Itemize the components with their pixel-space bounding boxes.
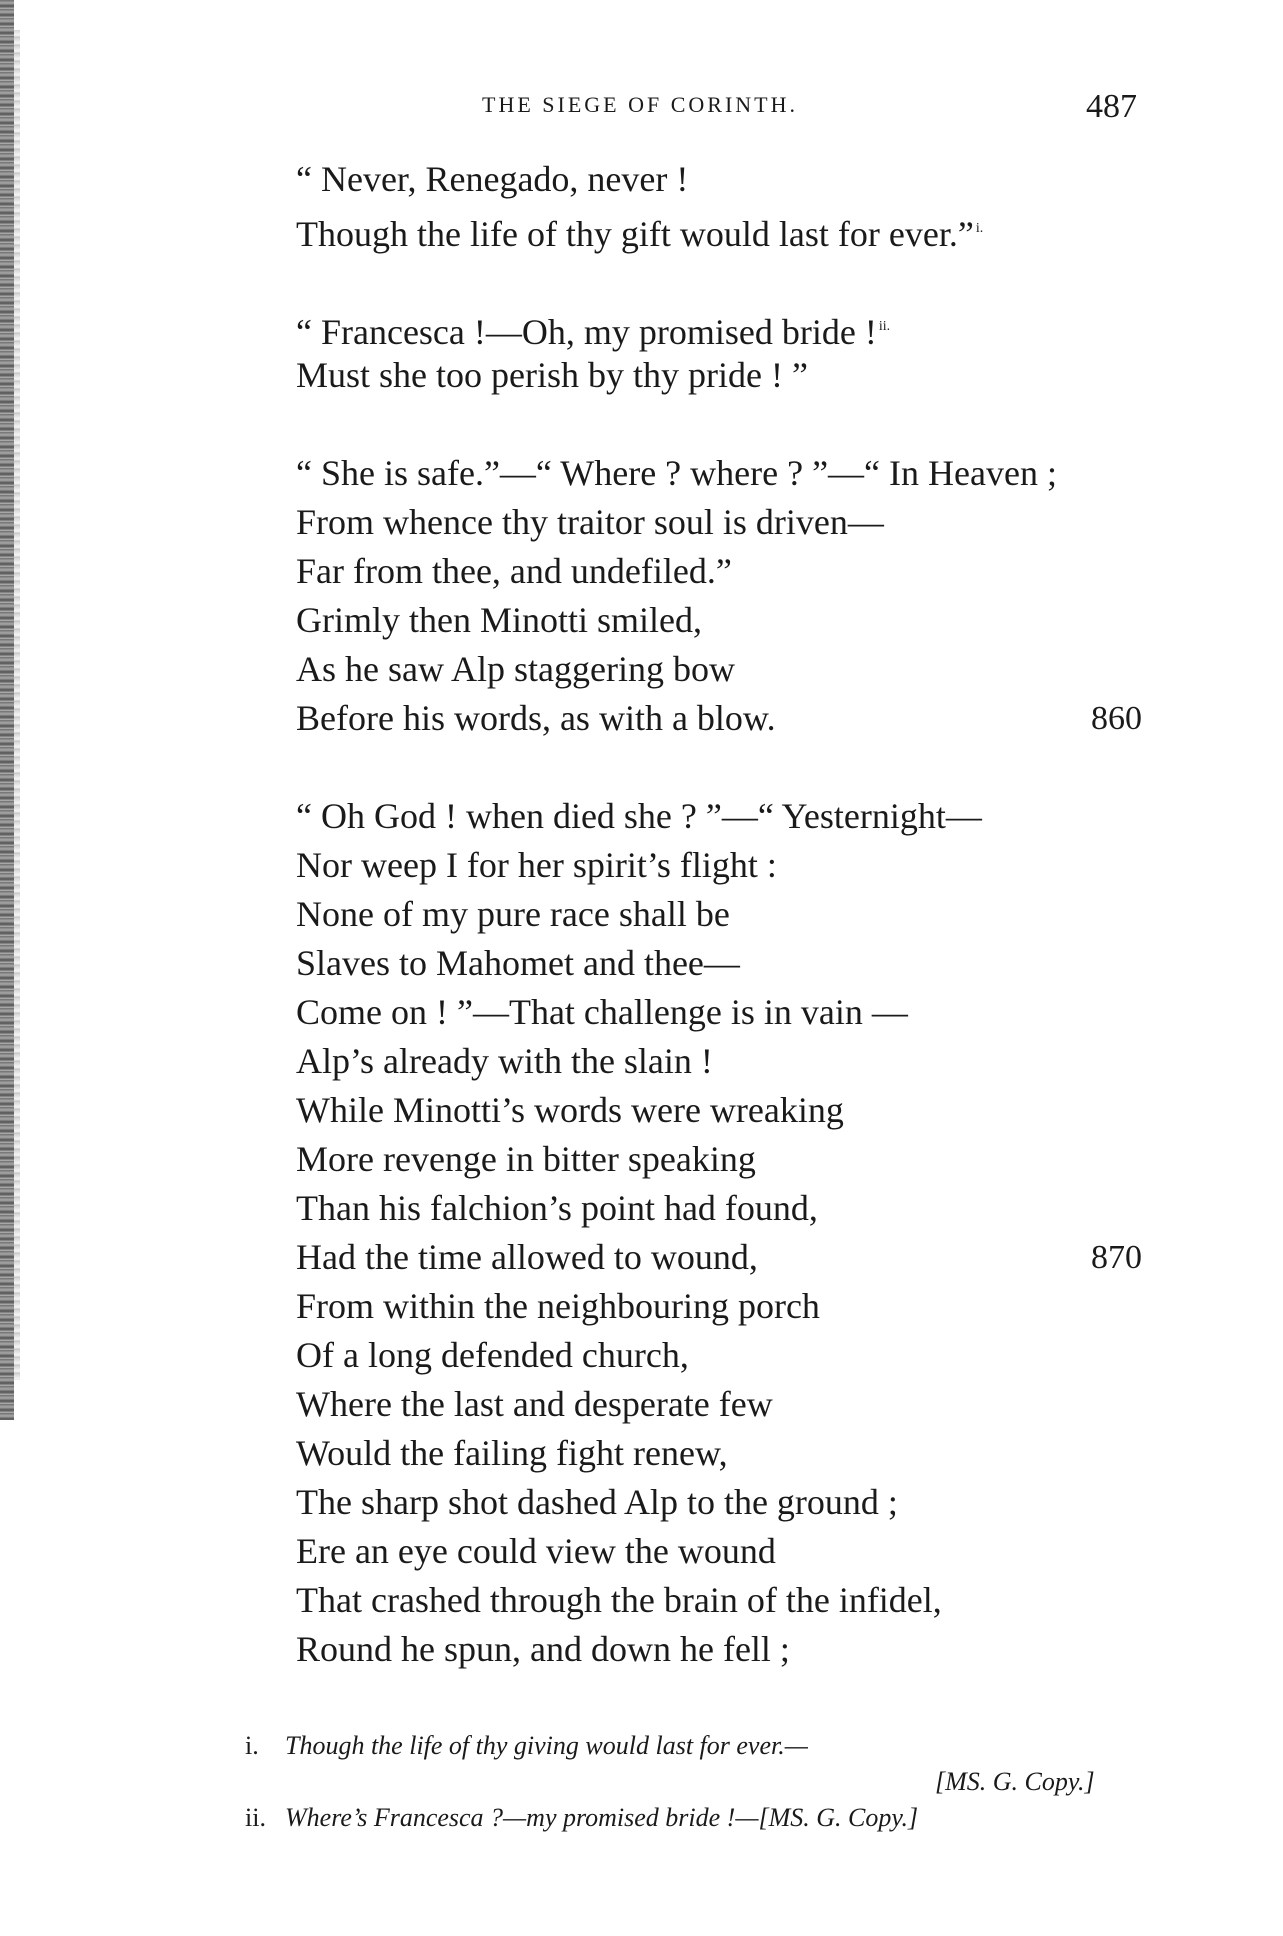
verse-text: As he saw Alp staggering bow xyxy=(296,649,735,689)
footnote-marker: ii. xyxy=(878,319,891,334)
line-number: 860 xyxy=(1091,700,1142,737)
verse-line xyxy=(296,694,1146,743)
verse-line xyxy=(296,1527,1146,1576)
verse-text: Than his falchion’s point had found, xyxy=(296,1188,818,1228)
verse-line xyxy=(296,1380,1146,1429)
verse-line xyxy=(296,1086,1146,1135)
verse-text: More revenge in bitter speaking xyxy=(296,1139,756,1179)
footnote-text: Though the life of thy giving would last for ever.— xyxy=(285,1731,808,1760)
verse-text: Far from thee, and undefiled.” xyxy=(296,551,732,591)
verse-line xyxy=(296,498,1146,547)
stanza-break xyxy=(296,253,1146,302)
verse-text: “ Never, Renegado, never ! xyxy=(296,159,689,199)
footnote-mark: ii. xyxy=(245,1803,266,1832)
verse-line xyxy=(296,1037,1146,1086)
footnote-source-line xyxy=(245,1764,1095,1800)
verse-line xyxy=(296,1282,1146,1331)
verse-line xyxy=(296,1331,1146,1380)
verse-text: Round he spun, and down he fell ; xyxy=(296,1629,790,1669)
footnote-marker: i. xyxy=(975,221,984,236)
verse-text: Before his words, as with a blow. xyxy=(296,698,776,738)
footnotes xyxy=(245,1728,1095,1836)
line-number: 870 xyxy=(1091,1239,1142,1276)
verse-line xyxy=(296,155,1146,204)
verse-line xyxy=(296,351,1146,400)
verse-text: “ She is safe.”—“ Where ? where ? ”—“ In Heaven ; xyxy=(296,453,1057,493)
poem-body xyxy=(296,155,1146,1674)
verse-text: From within the neighbouring porch xyxy=(296,1286,820,1326)
verse-line xyxy=(296,792,1146,841)
verse-text: Come on ! ”—That challenge is in vain — xyxy=(296,992,908,1032)
verse-line xyxy=(296,596,1146,645)
footnote xyxy=(245,1800,1095,1836)
verse-text: Grimly then Minotti smiled, xyxy=(296,600,702,640)
verse-text: “ Francesca !—Oh, my promised bride ! xyxy=(296,312,877,352)
verse-line xyxy=(296,1478,1146,1527)
verse-line xyxy=(296,204,1146,253)
verse-line xyxy=(296,890,1146,939)
verse-line xyxy=(296,547,1146,596)
verse-line xyxy=(296,988,1146,1037)
book-binding-edge xyxy=(14,30,20,1380)
verse-line xyxy=(296,645,1146,694)
verse-text: “ Oh God ! when died she ? ”—“ Yesternight— xyxy=(296,796,982,836)
book-binding-shadow xyxy=(0,0,14,1420)
verse-text: Must she too perish by thy pride ! ” xyxy=(296,355,808,395)
verse-line xyxy=(296,841,1146,890)
verse-line xyxy=(296,1135,1146,1184)
stanza-break xyxy=(296,400,1146,449)
running-head: THE SIEGE OF CORINTH. xyxy=(482,92,798,117)
verse-text: Ere an eye could view the wound xyxy=(296,1531,776,1571)
verse-text: Alp’s already with the slain ! xyxy=(296,1041,713,1081)
verse-text: That crashed through the brain of the infidel, xyxy=(296,1580,942,1620)
verse-text: Nor weep I for her spirit’s flight : xyxy=(296,845,777,885)
verse-text: Of a long defended church, xyxy=(296,1335,689,1375)
verse-line xyxy=(296,1625,1146,1674)
verse-text: Would the failing fight renew, xyxy=(296,1433,728,1473)
verse-line xyxy=(296,449,1146,498)
verse-text: From whence thy traitor soul is driven— xyxy=(296,502,884,542)
verse-line xyxy=(296,1184,1146,1233)
stanza-break xyxy=(296,743,1146,792)
verse-line xyxy=(296,1429,1146,1478)
footnote-mark: i. xyxy=(245,1731,259,1760)
verse-line xyxy=(296,939,1146,988)
page-number: 487 xyxy=(1086,88,1137,125)
verse-line xyxy=(296,1233,1146,1282)
verse-line xyxy=(296,302,1146,351)
verse-text: None of my pure race shall be xyxy=(296,894,730,934)
footnote xyxy=(245,1728,1095,1764)
verse-line xyxy=(296,1576,1146,1625)
verse-text: While Minotti’s words were wreaking xyxy=(296,1090,844,1130)
footnote-text: Where’s Francesca ?—my promised bride !— xyxy=(285,1803,759,1832)
verse-text: Where the last and desperate few xyxy=(296,1384,773,1424)
verse-text: The sharp shot dashed Alp to the ground ; xyxy=(296,1482,898,1522)
verse-text: Had the time allowed to wound, xyxy=(296,1237,758,1277)
footnote-source: [MS. G. Copy.] xyxy=(758,1803,919,1832)
verse-text: Though the life of thy gift would last for ever.” xyxy=(296,214,974,254)
verse-text: Slaves to Mahomet and thee— xyxy=(296,943,740,983)
footnote-source: [MS. G. Copy.] xyxy=(935,1767,1095,1796)
